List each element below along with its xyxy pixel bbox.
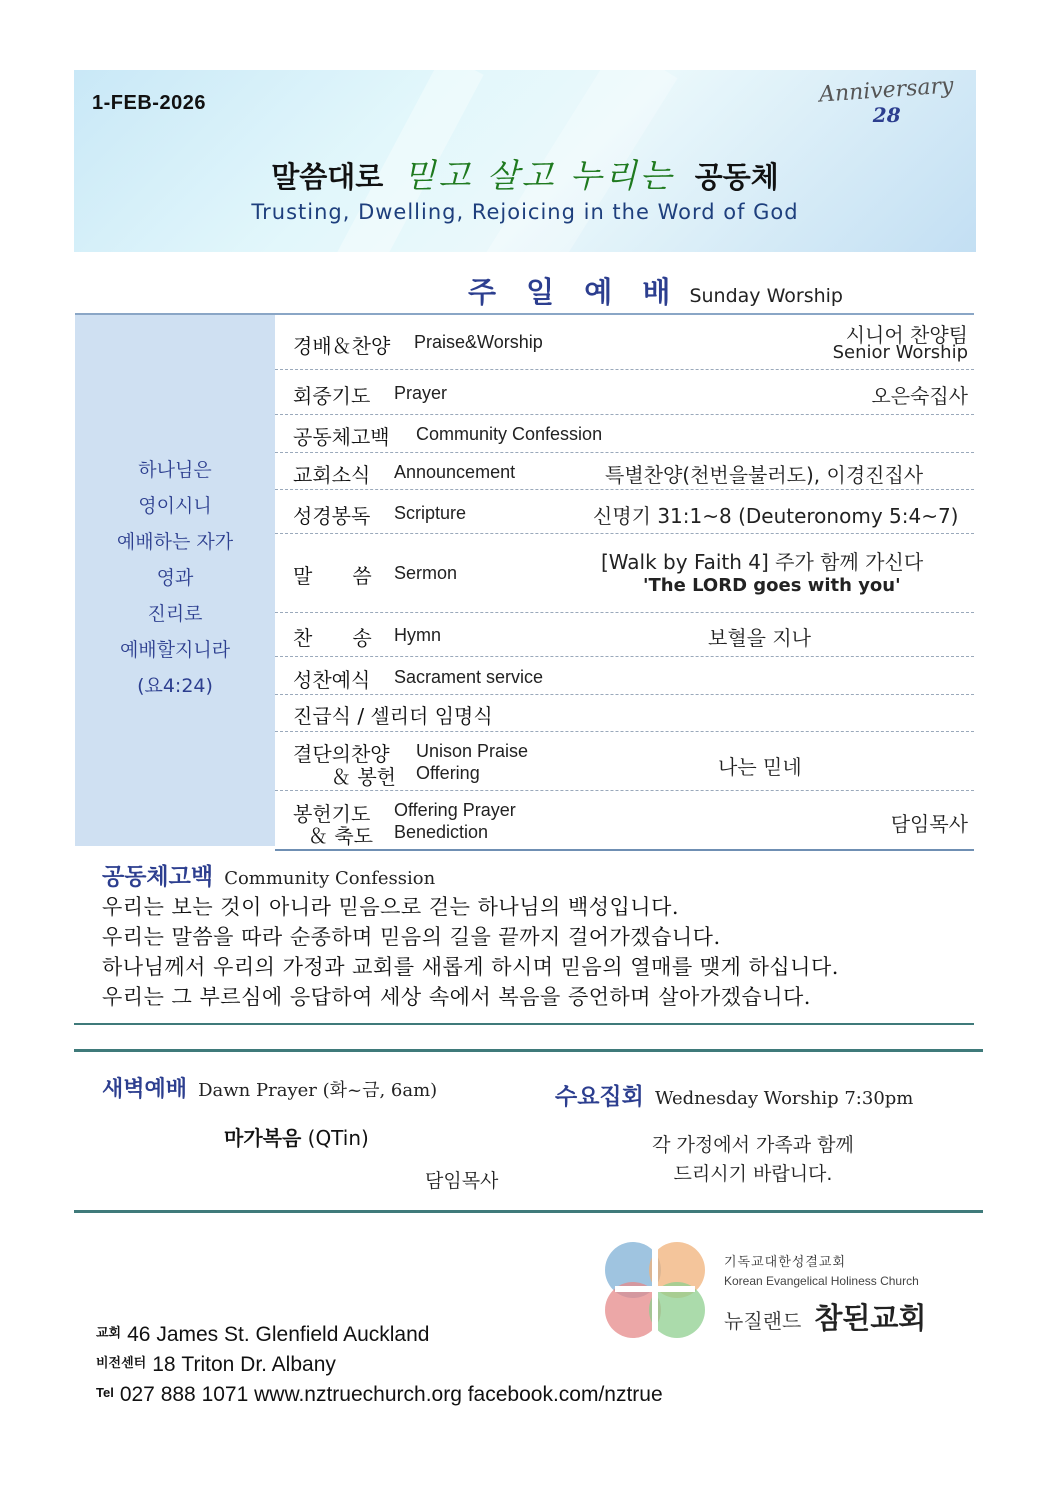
row-title-en-2: Offering	[416, 763, 480, 783]
row-title-ko: 진급식 / 셀리더 임명식	[293, 704, 493, 728]
denomination-en: Korean Evangelical Holiness Church	[724, 1274, 919, 1288]
denomination-ko: 기독교대한성결교회	[724, 1255, 847, 1270]
confession-line: 우리는 말씀을 따라 순종하며 믿음의 길을 끝까지 걸어가겠습니다.	[102, 925, 721, 949]
row-title-ko: 공동체고백	[293, 425, 390, 449]
row-title-en: Sacrament service	[394, 667, 544, 687]
sidebar-verse	[75, 452, 275, 704]
row-value: 신명기 31:1~8 (Deuteronomy 5:4~7)	[593, 504, 959, 528]
sermon-title-en: 'The LORD goes with you'	[643, 575, 901, 596]
worship-row-offering	[275, 732, 974, 791]
section-divider	[74, 1049, 983, 1052]
motto-prefix: 말씀대로	[271, 160, 384, 194]
sunday-worship-title-en: Sunday Worship	[689, 285, 843, 307]
vision-address-text: 18 Triton Dr. Albany	[152, 1353, 336, 1376]
motto-script: 믿고 살고 누리는	[403, 156, 675, 195]
sermon-title: [Walk by Faith 4] 주가 함께 가신다	[601, 550, 924, 574]
row-title-ko: 경배＆찬양	[293, 334, 391, 358]
church-logo-icon	[603, 1240, 707, 1340]
row-title-ko: 교회소식	[293, 463, 371, 487]
motto	[74, 150, 976, 197]
motto-suffix: 공동체	[694, 160, 779, 194]
confession-heading	[102, 858, 435, 891]
wednesday-title-en: Wednesday Worship 7:30pm	[654, 1088, 914, 1109]
row-title-en: Unison Praise	[416, 741, 529, 761]
row-value: 특별찬양(천번을불러도), 이경진집사	[605, 463, 924, 487]
contact-line	[96, 1383, 663, 1407]
worship-row-sacrament	[275, 657, 974, 695]
row-title-en: Announcement	[394, 462, 516, 482]
sidebar-line: 예배할지니라	[119, 639, 231, 661]
row-title-ko: 결단의찬양	[293, 742, 390, 766]
confession-line: 하나님께서 우리의 가정과 교회를 새롭게 하시며 믿음의 열매를 맺게 하십니다.	[102, 955, 839, 979]
row-title-en-2: Benediction	[394, 822, 489, 842]
row-title-en: Scripture	[394, 503, 467, 523]
section-divider	[74, 1023, 974, 1025]
worship-row-sermon	[275, 534, 974, 613]
row-value: 오은숙집사	[871, 384, 968, 408]
dawn-prayer-heading	[102, 1072, 437, 1103]
sidebar-line: 하나님은	[138, 459, 212, 481]
address-text: 46 James St. Glenfield Auckland	[127, 1323, 430, 1346]
church-name	[724, 1296, 926, 1337]
worship-row-prayer	[275, 370, 974, 415]
wednesday-note	[618, 1131, 888, 1189]
row-value: 보혈을 지나	[708, 626, 811, 650]
row-title-ko-2: ＆ 축도	[308, 824, 373, 848]
dawn-title-ko: 새벽예배	[102, 1077, 188, 1102]
row-value: 담임목사	[890, 812, 968, 836]
contact-text: 027 888 1071 www.nztruechurch.org facebook.com/nztrue	[119, 1383, 663, 1406]
worship-row-promotion	[275, 695, 974, 732]
worship-row-scripture	[275, 490, 974, 534]
worship-row-confession	[275, 415, 974, 453]
dawn-leader: 담임목사	[425, 1170, 499, 1192]
sidebar-line: 영이시니	[138, 495, 212, 517]
row-title-en: Offering Prayer	[394, 800, 516, 820]
vision-label: 비전센터	[96, 1355, 147, 1370]
wednesday-note-line: 드리시기 바랍니다.	[673, 1163, 833, 1185]
confession-title-ko: 공동체고백	[102, 864, 214, 890]
row-value-en: Senior Worship	[832, 342, 968, 363]
sidebar-line: (요4:24)	[137, 675, 213, 697]
sidebar-line: 진리로	[147, 603, 203, 625]
row-value: 시니어 찬양팀	[845, 323, 968, 347]
anniversary-mark	[818, 73, 955, 127]
church-address	[96, 1322, 429, 1347]
row-title-ko: 성찬예식	[293, 668, 371, 692]
sunday-worship-title-ko: 주 일 예 배	[468, 275, 681, 309]
tel-label: Tel	[96, 1385, 114, 1400]
sidebar-line: 영과	[156, 567, 194, 589]
confession-text	[102, 892, 839, 1012]
row-title-ko-2: ＆ 봉헌	[331, 765, 396, 789]
worship-row-praise	[275, 315, 974, 370]
church-name-main: 참된교회	[814, 1301, 927, 1335]
motto-english: Trusting, Dwelling, Rejoicing in the Word of God	[251, 200, 799, 224]
worship-row-announcement	[275, 453, 974, 490]
section-divider	[74, 1210, 983, 1213]
row-title-en: Hymn	[394, 625, 442, 645]
sidebar-line: 예배하는 자가	[116, 531, 234, 553]
worship-row-benediction	[275, 791, 974, 849]
row-title-en: Community Confession	[416, 424, 603, 444]
anniversary-number: 28	[872, 103, 901, 127]
order-of-worship	[275, 313, 974, 851]
church-region: 뉴질랜드	[724, 1309, 802, 1333]
row-title-en: Prayer	[394, 383, 448, 403]
dawn-title-en: Dawn Prayer (화~금, 6am)	[198, 1080, 438, 1101]
confession-title-en: Community Confession	[224, 868, 436, 889]
anniversary-word: Anniversary	[818, 73, 955, 108]
row-title-ko: 봉헌기도	[293, 802, 371, 826]
row-title-en: Sermon	[394, 563, 458, 583]
worship-row-hymn	[275, 613, 974, 657]
row-title-ko: 회중기도	[293, 384, 371, 408]
confession-line: 우리는 보는 것이 아니라 믿음으로 걷는 하나님의 백성입니다.	[102, 895, 680, 919]
row-value: 나는 믿네	[718, 755, 802, 779]
row-title-ko: 찬 송	[293, 626, 372, 650]
vision-center-address	[96, 1352, 336, 1377]
confession-line: 우리는 그 부르심에 응답하여 세상 속에서 복음을 증언하며 살아가겠습니다.	[102, 985, 811, 1009]
dawn-book	[224, 1122, 369, 1151]
row-title-ko: 말 씀	[293, 564, 372, 588]
bulletin-date: 1-FEB-2026	[92, 92, 206, 114]
wednesday-title-ko: 수요집회	[555, 1084, 644, 1110]
row-title-en: Praise&Worship	[414, 332, 543, 352]
dawn-book-en: (QTin)	[307, 1126, 369, 1150]
dawn-book-name: 마가복음	[224, 1126, 302, 1150]
header-banner	[74, 70, 976, 252]
wednesday-note-line: 각 가정에서 가족과 함께	[652, 1134, 854, 1156]
row-title-ko: 성경봉독	[293, 504, 371, 528]
wednesday-worship-heading	[555, 1078, 913, 1111]
sunday-worship-title	[468, 270, 843, 311]
address-label: 교회	[96, 1325, 122, 1340]
